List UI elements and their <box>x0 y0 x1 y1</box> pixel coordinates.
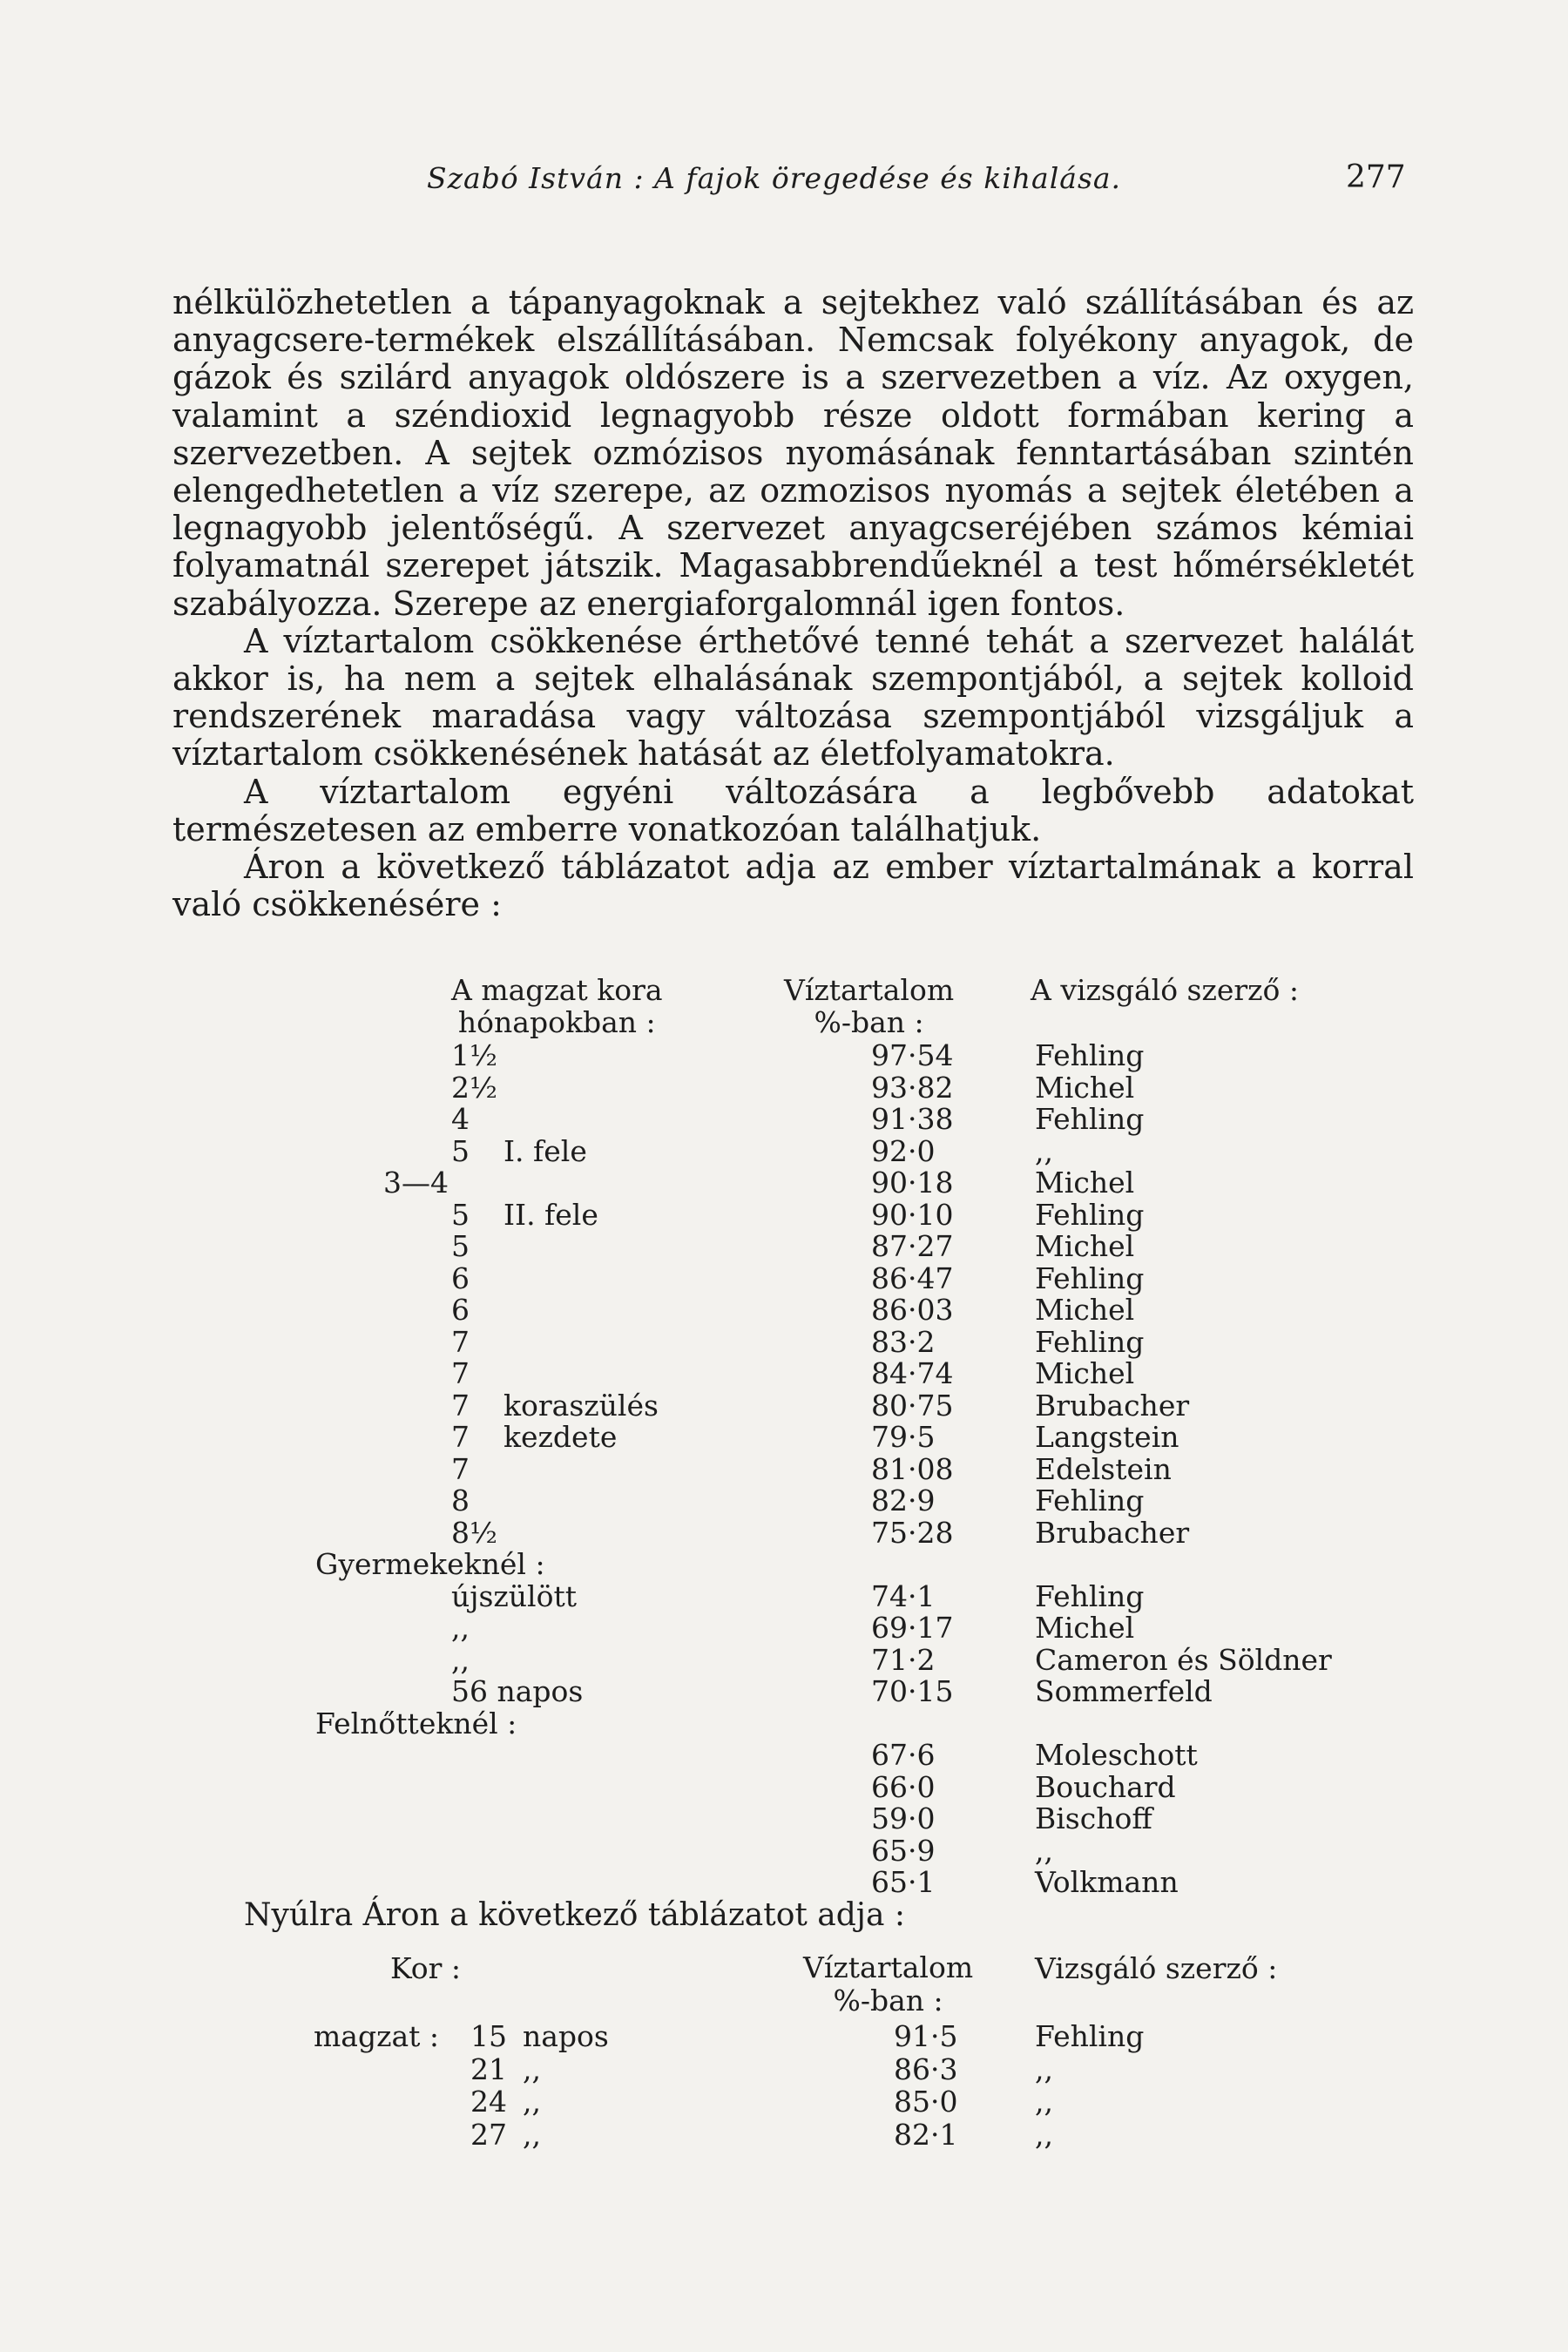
table-row <box>0 1294 1568 1326</box>
table-row <box>0 2119 1568 2151</box>
water-cell: 82·1 <box>894 2117 958 2152</box>
age-cell: 8 <box>451 1484 470 1517</box>
author-cell: Bischoff <box>1035 1801 1152 1835</box>
water-cell: 92·0 <box>871 1133 936 1168</box>
water-cell: 67·6 <box>871 1738 936 1772</box>
age-cell: 5 <box>451 1229 470 1263</box>
water-cell: 90·10 <box>871 1197 954 1232</box>
water-cell: 80·75 <box>871 1388 954 1423</box>
water-cell: 85·0 <box>894 2085 958 2119</box>
table-row <box>0 1040 1568 1071</box>
age-cell: 56 napos <box>451 1674 584 1708</box>
age-cell: 5 <box>451 1133 470 1168</box>
table-row <box>0 1578 1568 1613</box>
table-row <box>0 1517 1568 1549</box>
age-number-cell: 15 <box>470 2019 507 2053</box>
age-cell: 8½ <box>451 1515 497 1550</box>
author-cell: Langstein <box>1035 1420 1179 1454</box>
water-cell: 86·47 <box>871 1260 954 1295</box>
water-cell: 87·27 <box>871 1229 954 1263</box>
table-row <box>0 1358 1568 1389</box>
paragraph: A víztartalom egyéni változására a legbővebb adatokat természetesen az emberre vonatkozóan találhatjuk. <box>172 772 1414 848</box>
water-cell: 86·03 <box>871 1293 954 1327</box>
age-note-cell: II. fele <box>504 1197 598 1232</box>
water-cell: 81·08 <box>871 1451 954 1486</box>
table-intro: Nyúlra Áron a következő táblázatot adja : <box>244 1897 906 1933</box>
age-cell: újszülött <box>451 1578 578 1613</box>
age-number-cell: 27 <box>470 2117 507 2152</box>
age-unit-cell: ,, <box>523 2085 541 2119</box>
water-cell: 90·18 <box>871 1166 954 1200</box>
author-cell: ,, <box>1035 2085 1053 2119</box>
table-row <box>0 2051 1568 2086</box>
author-cell: Michel <box>1035 1166 1135 1200</box>
table-row <box>0 1769 1568 1804</box>
table-row <box>0 1422 1568 1453</box>
page-number: 277 <box>1346 159 1406 195</box>
author-cell: Fehling <box>1035 1197 1145 1232</box>
page-header <box>0 161 1568 196</box>
water-cell: 59·0 <box>871 1801 936 1835</box>
table-row <box>0 1676 1568 1707</box>
table-row <box>0 1197 1568 1232</box>
column-header-age <box>451 974 663 1038</box>
age-unit-cell: ,, <box>523 2117 541 2152</box>
table-row <box>0 1072 1568 1104</box>
table-row <box>0 1708 1568 1740</box>
water-cell: 75·28 <box>871 1515 954 1550</box>
table-row <box>0 1485 1568 1517</box>
author-cell: ,, <box>1035 2117 1053 2152</box>
author-cell: Fehling <box>1035 1260 1145 1295</box>
column-header-author: A vizsgáló szerző : <box>1031 973 1300 1007</box>
table-row <box>0 2021 1568 2052</box>
author-cell: ,, <box>1035 2051 1053 2086</box>
age-cell: 6 <box>451 1260 470 1295</box>
author-cell: Fehling <box>1035 1102 1145 1136</box>
water-cell: 69·17 <box>871 1611 954 1645</box>
age-number-cell: 24 <box>470 2085 507 2119</box>
table-row <box>0 1260 1568 1295</box>
table-row <box>0 1835 1568 1867</box>
author-cell: ,, <box>1035 1133 1053 1168</box>
age-note-cell: kezdete <box>504 1420 618 1454</box>
column-header-water <box>803 1951 973 2017</box>
header-line: %-ban : <box>833 1984 943 2017</box>
age-number-cell: 21 <box>470 2051 507 2086</box>
author-cell: Michel <box>1035 1356 1135 1390</box>
author-cell: Volkmann <box>1035 1865 1179 1899</box>
group-label: Felnőtteknél : <box>315 1706 517 1740</box>
age-cell: 7 <box>451 1356 470 1390</box>
paragraph: nélkülözhetetlen a tápanyagoknak a sejtekhez való szállításában és az anyagcsere-termékek elszállításában. Nemcsak folyékony anyagok, de gázok és szilárd anyagok oldószere is a szervezetben a víz. Az oxygen, valamint a széndioxid legnagyobb része oldott formában kering a szervezetben. A sejtek ozmózisos nyomásának fenntartásában szintén elengedhetetlen a víz szerepe, az ozmozisos nyomás a sejtek életében a legnagyobb jelentőségű. A szervezet anyagcseréjében számos kémiai folyamatnál szerepet játszik. Magasabbrendűeknél a test hőmérsékletét szabályozza. Szerepe az energiaforgalomnál igen fontos. <box>172 283 1414 623</box>
author-cell: Michel <box>1035 1293 1135 1327</box>
author-cell: Cameron és Söldner <box>1035 1642 1332 1677</box>
table-row <box>0 1740 1568 1771</box>
author-cell: Bouchard <box>1035 1769 1176 1804</box>
water-cell: 65·1 <box>871 1865 936 1899</box>
water-cell: 66·0 <box>871 1769 936 1804</box>
range-label: 3—4 <box>383 1166 449 1200</box>
age-cell: 7 <box>451 1451 470 1486</box>
age-cell: ,, <box>451 1642 470 1677</box>
header-line: hónapokban : <box>457 1005 656 1039</box>
author-cell: Michel <box>1035 1611 1135 1645</box>
water-cell: 71·2 <box>871 1642 936 1677</box>
water-cell: 84·74 <box>871 1356 954 1390</box>
author-cell: Sommerfeld <box>1035 1674 1213 1708</box>
paragraph: A víztartalom csökkenése érthetővé tenné tehát a szervezet halálát akkor is, ha nem a sejtek elhalásának szempontjából, a sejtek kolloid rendszerének maradása vagy változása szempontjából vizsgáljuk a víztartalom csökkenésének hatását az életfolyamatokra. <box>172 621 1414 774</box>
author-cell: Fehling <box>1035 2019 1145 2053</box>
header-line: Víztartalom <box>784 973 955 1007</box>
header-line: A magzat kora <box>451 973 663 1007</box>
paragraph: Áron a következő táblázatot adja az ember víztartalmának a korral való csökkenésére : <box>172 848 1414 924</box>
table-row <box>0 1324 1568 1359</box>
header-line: Víztartalom <box>803 1950 974 1984</box>
water-cell: 79·5 <box>871 1420 936 1454</box>
water-cell: 97·54 <box>871 1038 954 1072</box>
row-label: magzat : <box>314 2019 440 2053</box>
table-row <box>0 1390 1568 1422</box>
table-row <box>0 1231 1568 1262</box>
author-cell: Michel <box>1035 1070 1135 1105</box>
water-cell: 91·38 <box>871 1102 954 1136</box>
author-cell: Edelstein <box>1035 1451 1172 1486</box>
table-row <box>0 1642 1568 1677</box>
age-unit-cell: ,, <box>523 2051 541 2086</box>
water-cell: 74·1 <box>871 1578 936 1613</box>
age-cell: 6 <box>451 1293 470 1327</box>
table-row <box>0 1104 1568 1135</box>
author-cell: Brubacher <box>1035 1388 1190 1423</box>
table-row <box>0 1867 1568 1898</box>
age-cell: 2½ <box>451 1070 497 1105</box>
age-cell: 7 <box>451 1388 470 1423</box>
water-cell: 82·9 <box>871 1484 936 1517</box>
water-cell: 93·82 <box>871 1070 954 1105</box>
age-cell: 1½ <box>451 1038 497 1072</box>
column-header-water <box>784 974 954 1038</box>
author-cell: Fehling <box>1035 1484 1145 1517</box>
column-header-age: Kor : <box>390 1951 462 1985</box>
age-cell: 4 <box>451 1102 470 1136</box>
author-cell: Fehling <box>1035 1324 1145 1359</box>
table-row <box>0 1612 1568 1644</box>
age-cell: 7 <box>451 1420 470 1454</box>
water-cell: 70·15 <box>871 1674 954 1708</box>
water-cell: 65·9 <box>871 1833 936 1868</box>
author-cell: ,, <box>1035 1833 1053 1868</box>
table-row <box>0 1167 1568 1199</box>
author-cell: Moleschott <box>1035 1738 1198 1772</box>
author-cell: Michel <box>1035 1229 1135 1263</box>
author-cell: Fehling <box>1035 1578 1145 1613</box>
author-cell: Fehling <box>1035 1038 1145 1072</box>
column-header-author: Vizsgáló szerző : <box>1035 1951 1278 1985</box>
header-line: %-ban : <box>814 1005 924 1039</box>
author-cell: Brubacher <box>1035 1515 1190 1550</box>
age-cell: ,, <box>451 1611 470 1645</box>
water-cell: 83·2 <box>871 1324 936 1359</box>
age-cell: 5 <box>451 1197 470 1232</box>
table-row <box>0 1133 1568 1168</box>
table-row <box>0 2086 1568 2118</box>
table-row <box>0 1451 1568 1486</box>
table-row <box>0 1549 1568 1580</box>
age-unit-cell: napos <box>523 2019 609 2053</box>
table-row <box>0 1803 1568 1835</box>
water-cell: 86·3 <box>894 2051 958 2086</box>
water-cell: 91·5 <box>894 2019 958 2053</box>
age-note-cell: I. fele <box>504 1133 587 1168</box>
running-title: Szabó István : A fajok öregedése és kihalása. <box>427 161 1122 195</box>
age-cell: 7 <box>451 1324 470 1359</box>
group-label: Gyermekeknél : <box>315 1547 545 1581</box>
age-note-cell: koraszülés <box>504 1388 659 1423</box>
body-text <box>172 284 1414 923</box>
